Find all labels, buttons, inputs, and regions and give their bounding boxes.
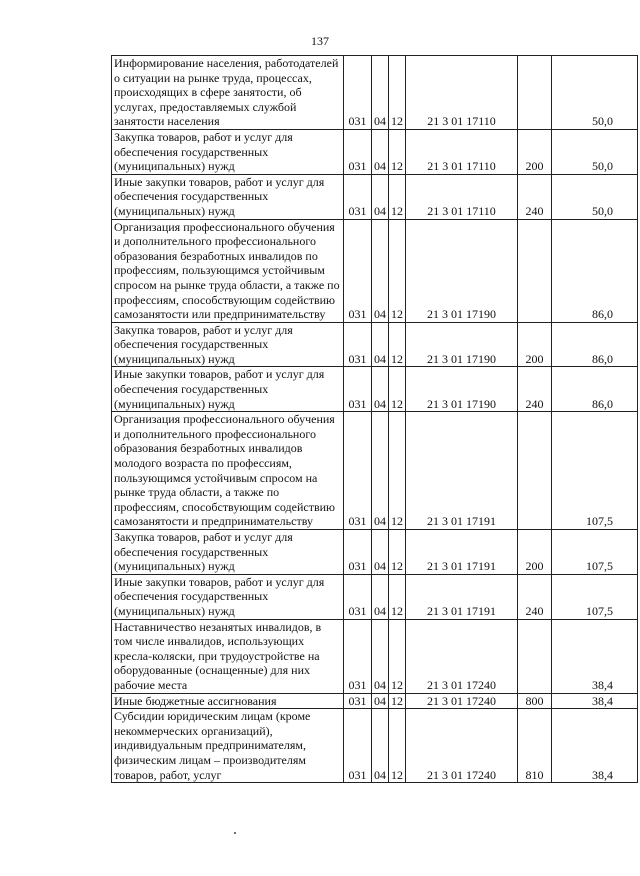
admin-code: 031 [344,322,372,367]
section-code: 04 [372,56,389,130]
sum-value: 107,5 [552,412,638,530]
expense-type-code [518,219,552,322]
subsection-code: 12 [389,129,406,174]
target-article-code: 21 3 01 17190 [406,322,518,367]
row-name: Организация профессионального обучения и дополнительного профессионального образования безработных инвалидов по профессиям, пользующимся устойчивым спросом на рынке труда области, а также по профессиям, способствующим содействию самозанятости или предпринимательству [112,219,344,322]
table-row [112,367,638,412]
subsection-code: 12 [389,174,406,219]
sum-value: 38,4 [552,709,638,783]
table-row [112,322,638,367]
expense-type-code: 200 [518,129,552,174]
expense-type-code: 800 [518,693,552,709]
expense-type-code: 240 [518,574,552,619]
row-name: Информирование населения, работодателей о ситуации на рынке труда, процессах, происходящих в сфере занятости, об услугах, предоставляемых службой занятости населения [112,56,344,130]
subsection-code: 12 [389,322,406,367]
row-name: Организация профессионального обучения и дополнительного профессионального образования безработных инвалидов молодого возраста по профессиям, пользующимся устойчивым спросом на рынке труда области, а также по профессиям, способствующим содействию самозанятости и предпринимательству [112,412,344,530]
target-article-code: 21 3 01 17190 [406,367,518,412]
admin-code: 031 [344,693,372,709]
expense-type-code: 810 [518,709,552,783]
row-name: Наставничество незанятых инвалидов, в том числе инвалидов, использующих кресла-коляски, при трудоустройстве на оборудованные (оснащенные) для них рабочие места [112,619,344,693]
table-row [112,129,638,174]
section-code: 04 [372,367,389,412]
section-code: 04 [372,693,389,709]
row-name: Иные закупки товаров, работ и услуг для обеспечения государственных (муниципальных) нужд [112,367,344,412]
table-row [112,693,638,709]
expense-type-code: 200 [518,322,552,367]
sum-value: 50,0 [552,56,638,130]
row-name: Иные закупки товаров, работ и услуг для обеспечения государственных (муниципальных) нужд [112,174,344,219]
target-article-code: 21 3 01 17191 [406,530,518,575]
target-article-code: 21 3 01 17191 [406,574,518,619]
sum-value: 50,0 [552,129,638,174]
sum-value: 107,5 [552,530,638,575]
subsection-code: 12 [389,619,406,693]
table-row [112,412,638,530]
admin-code: 031 [344,129,372,174]
target-article-code: 21 3 01 17110 [406,56,518,130]
row-name: Иные закупки товаров, работ и услуг для обеспечения государственных (муниципальных) нужд [112,574,344,619]
section-code: 04 [372,619,389,693]
section-code: 04 [372,412,389,530]
sum-value: 38,4 [552,693,638,709]
admin-code: 031 [344,709,372,783]
row-name: Закупка товаров, работ и услуг для обеспечения государственных (муниципальных) нужд [112,530,344,575]
admin-code: 031 [344,56,372,130]
target-article-code: 21 3 01 17110 [406,174,518,219]
row-name: Закупка товаров, работ и услуг для обеспечения государственных (муниципальных) нужд [112,129,344,174]
subsection-code: 12 [389,56,406,130]
section-code: 04 [372,530,389,575]
section-code: 04 [372,219,389,322]
admin-code: 031 [344,412,372,530]
subsection-code: 12 [389,530,406,575]
row-name: Субсидии юридическим лицам (кроме некоммерческих организаций), индивидуальным предпринимателям, физическим лицам – производителям товаров, работ, услуг [112,709,344,783]
budget-table [111,55,638,783]
target-article-code: 21 3 01 17240 [406,619,518,693]
target-article-code: 21 3 01 17190 [406,219,518,322]
admin-code: 031 [344,530,372,575]
target-article-code: 21 3 01 17240 [406,693,518,709]
sum-value: 107,5 [552,574,638,619]
target-article-code: 21 3 01 17191 [406,412,518,530]
table-row [112,219,638,322]
expense-type-code [518,56,552,130]
subsection-code: 12 [389,412,406,530]
section-code: 04 [372,574,389,619]
section-code: 04 [372,709,389,783]
sum-value: 86,0 [552,322,638,367]
sum-value: 86,0 [552,219,638,322]
target-article-code: 21 3 01 17110 [406,129,518,174]
admin-code: 031 [344,574,372,619]
table-row [112,530,638,575]
subsection-code: 12 [389,219,406,322]
target-article-code: 21 3 01 17240 [406,709,518,783]
subsection-code: 12 [389,709,406,783]
table-row [112,709,638,783]
expense-type-code: 240 [518,367,552,412]
table-row [112,56,638,130]
sum-value: 38,4 [552,619,638,693]
admin-code: 031 [344,174,372,219]
row-name: Иные бюджетные ассигнования [112,693,344,709]
expense-type-code [518,619,552,693]
expense-type-code: 240 [518,174,552,219]
page-number: 137 [311,34,329,48]
sum-value: 86,0 [552,367,638,412]
row-name: Закупка товаров, работ и услуг для обеспечения государственных (муниципальных) нужд [112,322,344,367]
admin-code: 031 [344,619,372,693]
subsection-code: 12 [389,367,406,412]
table-row [112,619,638,693]
section-code: 04 [372,174,389,219]
table-row [112,574,638,619]
admin-code: 031 [344,367,372,412]
section-code: 04 [372,129,389,174]
expense-type-code [518,412,552,530]
section-code: 04 [372,322,389,367]
table-row [112,174,638,219]
budget-table-body [112,56,638,783]
scan-speck [234,832,236,834]
expense-type-code: 200 [518,530,552,575]
sum-value: 50,0 [552,174,638,219]
subsection-code: 12 [389,693,406,709]
admin-code: 031 [344,219,372,322]
subsection-code: 12 [389,574,406,619]
